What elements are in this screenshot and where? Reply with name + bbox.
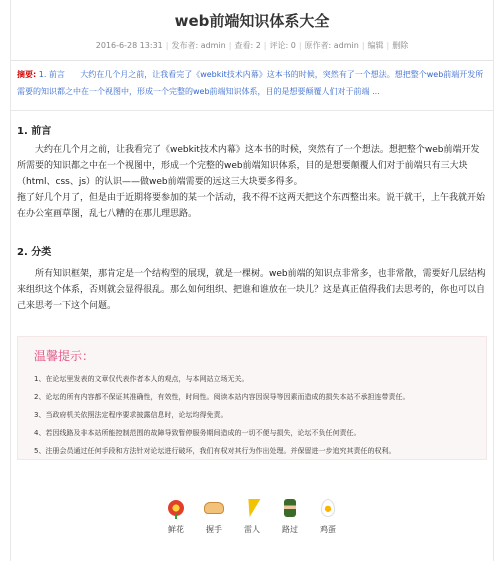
notice-list [34,370,470,460]
section-heading: 2. 分类 [17,247,52,258]
post-date: 2016-6-28 13:31 [95,41,163,50]
original-author: 原作者: admin [304,41,359,50]
handshake-icon [204,498,224,518]
reaction-handshake[interactable] [202,498,226,542]
reaction-label: 雷人 [244,525,260,534]
section-heading: 1. 前言 [17,126,52,137]
article-page [10,0,494,561]
edit-link[interactable]: 编辑 [367,41,384,50]
notice-item: 4、若因线路及非本站所能控制范围的故障导致暂停服务期间造成的一切不便与损失，论坛不负任何责任。 [34,429,361,437]
reaction-label: 鸡蛋 [320,525,336,534]
paragraph: 拖了好几个月了，但是由于近期将要参加的某一个活动，我不得不这两天把这个东西整出来。说干就干，上午我就开始在办公室画草图，乱七八糟的在那儿理思路。 [17,193,486,219]
delete-link[interactable]: 删除 [392,41,409,50]
reaction-flower[interactable] [164,498,188,542]
notice-item: 3、当政府机关依照法定程序要求披露信息时，论坛均得免责。 [34,411,228,419]
reaction-label: 鲜花 [168,525,184,534]
notice-box [17,336,487,460]
soldier-icon [280,498,300,518]
reaction-label: 握手 [206,525,222,534]
view-count: 查看: 2 [234,41,261,50]
article-meta: 2016-6-28 13:31 | 发布者: admin | 查看: 2 | 评论: 0 | 原作者: admin | 编辑 | 删除 [95,41,409,50]
article-title: web前端知识体系大全 [174,12,330,30]
notice-title: 温馨提示： [34,349,95,363]
summary-label: 摘要: [17,70,37,79]
notice-item: 1、在论坛里发表的文章仅代表作者本人的观点，与本网站立场无关。 [34,375,249,383]
reaction-bar [11,498,493,542]
section-classification [11,246,493,314]
divider [11,110,493,111]
egg-icon [318,498,338,518]
reaction-passby[interactable] [278,498,302,542]
paragraph: 所有知识框架，那肯定是一个结构型的展现，就是一棵树。web前端的知识点非常多，也非常散，需要好几层结构来组织这个体系，否则就会显得很乱。那么如何组织、把谁和谁放在一块儿？这是真正值得我们去思考的，你也可以自己来思考一下这个问题。 [17,269,486,311]
thunder-icon [242,498,262,518]
notice-item: 2、论坛的所有内容都不保证其准确性，有效性，时间性。阅读本站内容因误导等因素而造成的损失本站不承担连带责任。 [34,393,410,401]
publisher: 发布者: admin [171,41,226,50]
flower-icon [166,498,186,518]
paragraph: 大约在几个月之前，让我看完了《webkit技术内幕》这本书的时候，突然有了一个想法。想把整个web前端开发所需要的知识都之中在一个视图中，形成一个完整的web前端知识体系，目的是想要颠覆人们对于前端只有三大块（html、css、js）的认识——做web前端需要的远这三大块要多得多。 [17,145,480,187]
article-summary [11,61,493,103]
summary-text: 大约在几个月之前，让我看完了《webkit技术内幕》这本书的时候，突然有了一个想法。想把整个web前端开发所需要的知识都之中在一个视图中，形成一个完整的web前端知识体系，目的是想要颠覆人们对于前端 ... [17,70,484,96]
reaction-label: 路过 [282,525,298,534]
summary-toc-link[interactable]: 1. 前言 [38,70,65,79]
notice-item: 5、注册会员通过任何手段和方法针对论坛进行破坏，我们有权对其行为作出处理。并保留进一步追究其责任的权利。 [34,447,396,455]
section-intro [11,125,493,222]
comment-count: 评论: 0 [269,41,296,50]
reaction-egg[interactable] [316,498,340,542]
reaction-thunder[interactable] [240,498,264,542]
